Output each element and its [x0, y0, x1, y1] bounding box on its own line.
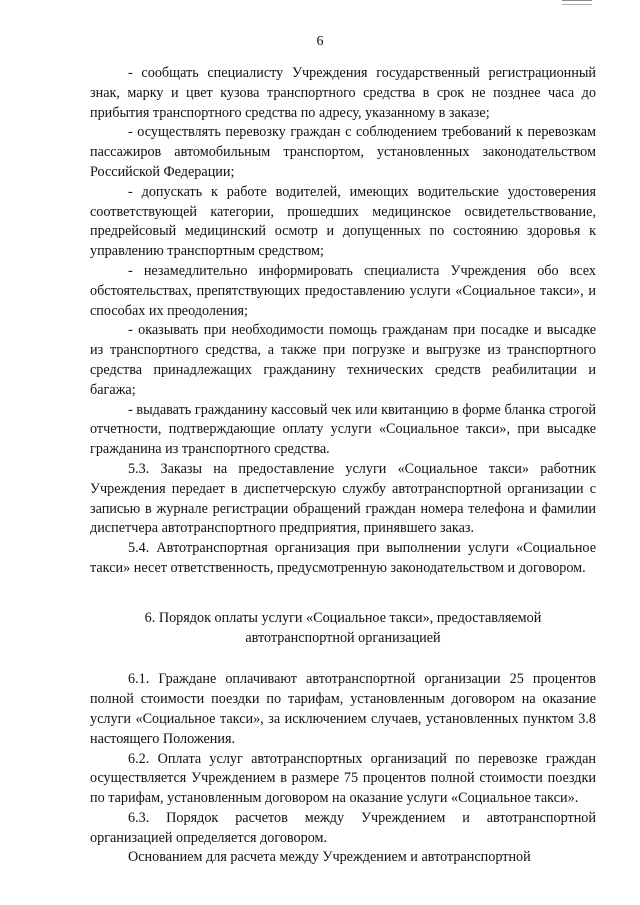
bullet-paragraph: - сообщать специалисту Учреждения государственный регистрационный знак, марку и цвет кузова транспортного средства в срок не позднее часа до прибытия транспортного средства по адресу, указанному в заказе;: [90, 65, 596, 121]
clause-5-3: 5.3. Заказы на предоставление услуги «Социальное такси» работник Учреждения передает в диспетчерскую службу автотранспортной организации с записью в журнале регистрации обращений граждан номера телефона и фамилии диспетчера автотранспортного предприятия, принявшего заказ.: [90, 460, 596, 537]
page-number: 6: [316, 34, 324, 49]
bullet-paragraph: - осуществлять перевозку граждан с соблюдением требований к перевозкам пассажиров автомобильным транспортом, установленных законодательством Российской Федерации;: [90, 124, 596, 180]
clause-6-3: 6.3. Порядок расчетов между Учреждением и автотранспортной организацией определяется договором.: [90, 809, 596, 846]
clause-6-2: 6.2. Оплата услуг автотранспортных организаций по перевозке граждан осуществляется Учреждением в размере 75 процентов полной стоимости поездки по тарифам, установленным договором на оказание услуги «Социальное такси».: [90, 750, 596, 807]
bullet-paragraph: - незамедлительно информировать специалиста Учреждения обо всех обстоятельствах, препятствующих предоставлению услуги «Социальное такси», и способах их преодоления;: [90, 262, 596, 319]
clause-5-4: 5.4. Автотранспортная организация при выполнении услуги «Социальное такси» несет ответственность, предусмотренную законодательством и договором.: [90, 540, 596, 576]
scan-corner-mark: [562, 0, 592, 5]
paragraph-continues: Основанием для расчета между Учреждением и автотранспортной: [128, 849, 531, 866]
bullet-paragraph: - оказывать при необходимости помощь гражданам при посадке и высадке из транспортного средства, а также при погрузке и выгрузке из транспортного средства принадлежащих гражданину технических средств реабилитации и багажа;: [90, 322, 596, 398]
section-heading-line: 6. Порядок оплаты услуги «Социальное такси», предоставляемой: [144, 609, 542, 626]
document-body: [90, 64, 596, 868]
bullet-paragraph: - допускать к работе водителей, имеющих водительские удостоверения соответствующей категории, прошедших медицинское освидетельствование, предрейсовый медицинский осмотр и допущенных по состоянию здоровья к управлению транспортным средством;: [90, 183, 596, 260]
section-heading: [90, 609, 596, 649]
bullet-paragraph: - выдавать гражданину кассовый чек или квитанцию в форме бланка строгой отчетности, подтверждающие оплату услуги «Социальное такси», при высадке гражданина из транспортного средства.: [90, 401, 596, 458]
clause-6-1: 6.1. Граждане оплачивают автотранспортной организации 25 процентов полной стоимости поездки по тарифам, установленным договором на оказание услуги «Социальное такси», за исключением случаев, установленных пунктом 3.8 настоящего Положения.: [90, 671, 596, 747]
section-heading-line: автотранспортной организацией: [245, 629, 441, 646]
